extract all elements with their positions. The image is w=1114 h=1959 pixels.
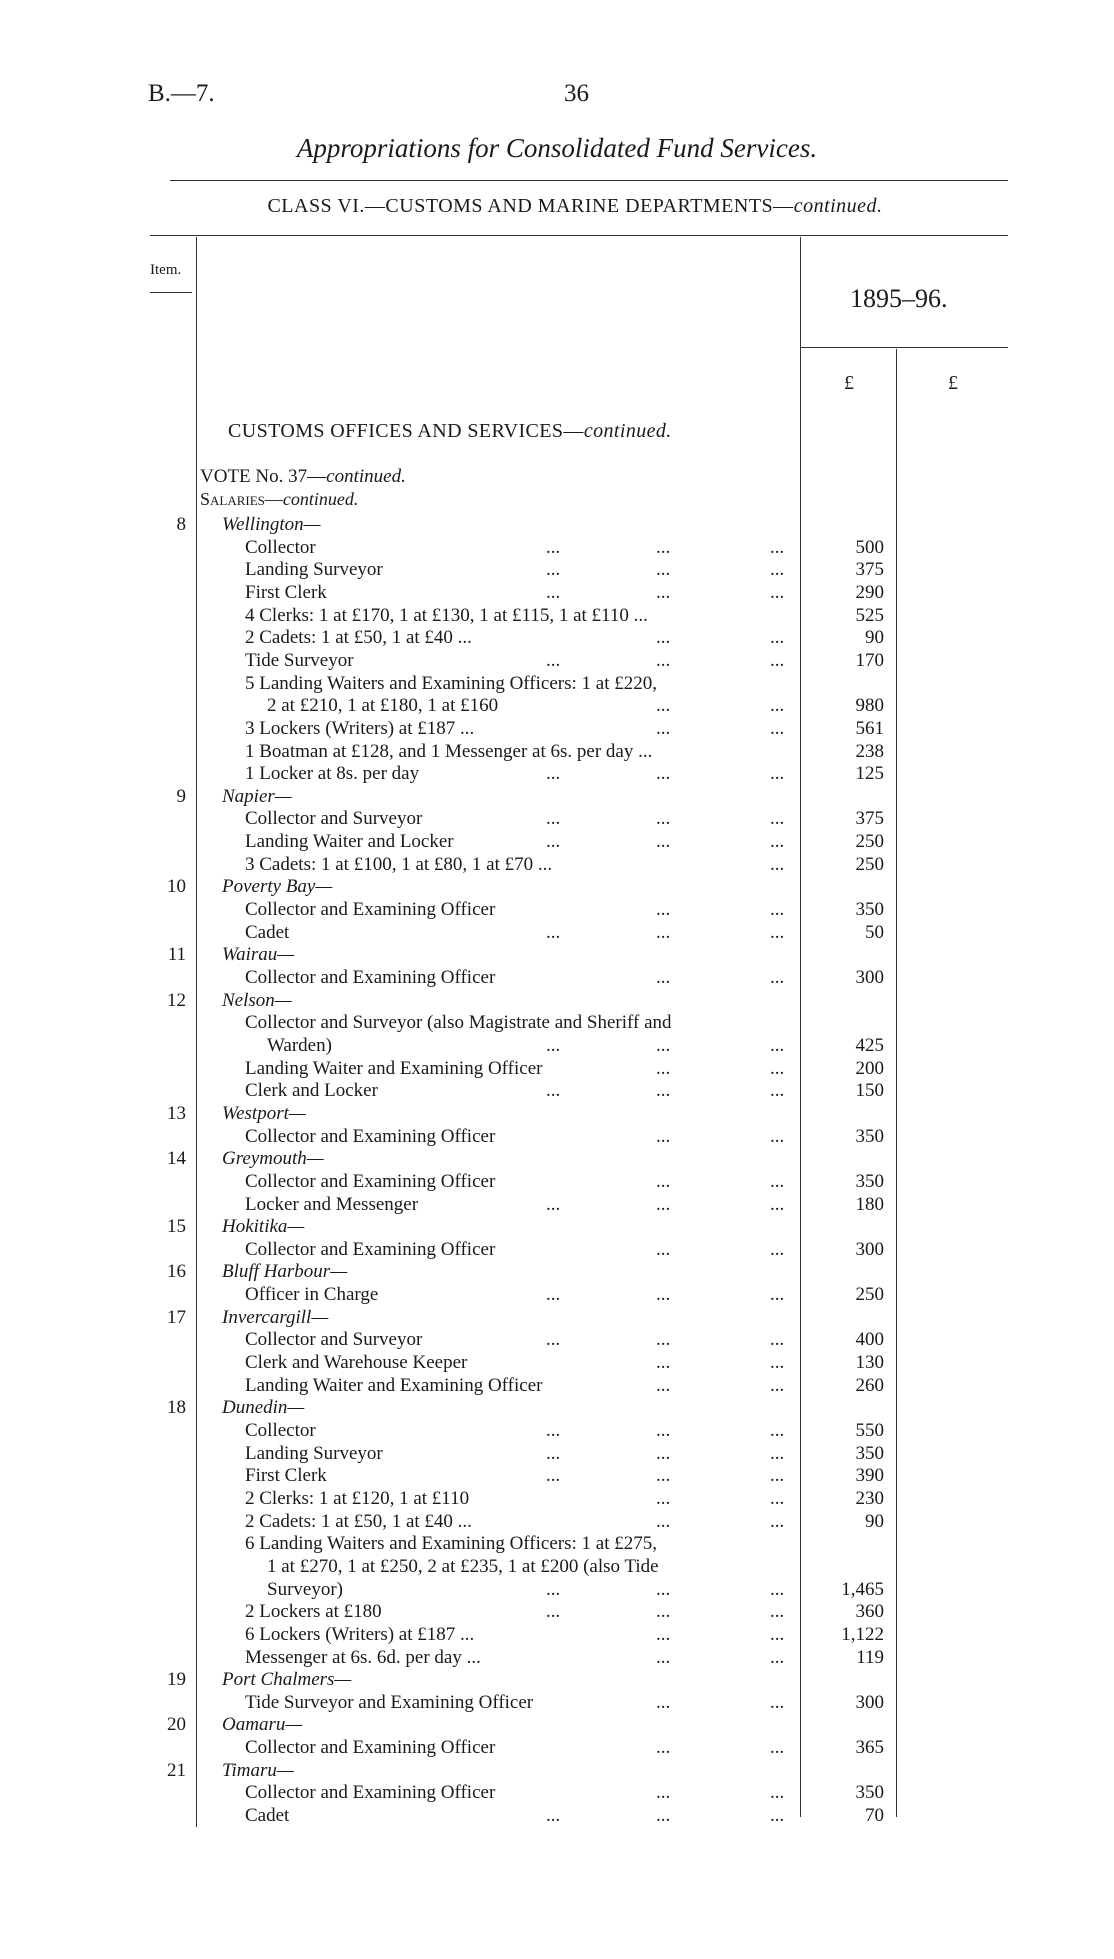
- table-row: [0, 673, 1114, 695]
- leader-dots: ...: [656, 899, 671, 921]
- vote-heading: [200, 466, 406, 488]
- amount-cell: 561: [855, 717, 884, 739]
- line-description: 2 at £210, 1 at £180, 1 at £160: [267, 695, 499, 717]
- leader-dots: ...: [770, 1691, 785, 1713]
- line-description: First Clerk: [245, 581, 327, 603]
- leader-dots: ...: [546, 1805, 561, 1827]
- leader-dots: ...: [546, 1193, 561, 1215]
- leader-dots: ...: [656, 1646, 671, 1668]
- year-header: 1895–96.: [850, 284, 948, 313]
- pound-header-2: £: [948, 372, 958, 394]
- leader-dots: ...: [656, 1057, 671, 1079]
- amount-cell: 375: [855, 559, 884, 581]
- line-description: 2 Clerks: 1 at £120, 1 at £110: [245, 1487, 470, 1509]
- leader-dots: ...: [770, 763, 785, 785]
- leader-dots: ...: [770, 559, 785, 581]
- item-number: 14: [167, 1148, 186, 1170]
- amount-cell: 350: [855, 1782, 884, 1804]
- table-row: [0, 582, 1114, 604]
- amount-cell: 250: [855, 853, 884, 875]
- table-row: [0, 1443, 1114, 1465]
- line-description: Warden): [267, 1034, 332, 1056]
- office-heading: Invercargill—: [222, 1306, 329, 1328]
- salaries-heading-continued: continued.: [282, 489, 359, 509]
- table-row: [0, 1284, 1114, 1306]
- table-row: [0, 1375, 1114, 1397]
- table-row: [0, 1556, 1114, 1578]
- leader-dots: ...: [770, 717, 785, 739]
- leader-dots: ...: [770, 536, 785, 558]
- table-row: [0, 1669, 1114, 1691]
- table-row: [0, 627, 1114, 649]
- amount-cell: 300: [855, 1238, 884, 1260]
- leader-dots: ...: [546, 1420, 561, 1441]
- amount-cell: 400: [855, 1329, 884, 1351]
- table-row: [0, 605, 1114, 627]
- line-description: Landing Waiter and Locker: [245, 831, 454, 853]
- item-header-rule: [150, 292, 192, 293]
- table-row: [0, 559, 1114, 581]
- leader-dots: ...: [546, 921, 561, 943]
- amount-cell: 365: [855, 1737, 884, 1759]
- table-row: [0, 854, 1114, 876]
- amount-cell: 375: [855, 808, 884, 830]
- leader-dots: ...: [546, 1329, 561, 1351]
- class-heading: [150, 195, 1000, 218]
- line-description: Collector and Examining Officer: [245, 1125, 496, 1147]
- table-row: [0, 808, 1114, 830]
- line-description: Collector: [245, 536, 316, 558]
- leader-dots: ...: [656, 1080, 671, 1102]
- table-row: [0, 1465, 1114, 1487]
- line-description: 4 Clerks: 1 at £170, 1 at £130, 1 at £115, 1 at £110 ...: [245, 604, 648, 626]
- leader-dots: ...: [770, 1601, 785, 1623]
- line-description: Clerk and Warehouse Keeper: [245, 1352, 468, 1374]
- section-heading: [228, 420, 672, 443]
- leader-dots: ...: [770, 1487, 785, 1509]
- amount-cell: 260: [855, 1374, 884, 1396]
- table-row: [0, 1420, 1114, 1442]
- leader-dots: ...: [656, 1374, 671, 1396]
- leader-dots: ...: [656, 1329, 671, 1351]
- line-description: Collector and Examining Officer: [245, 1782, 496, 1804]
- leader-dots: ...: [546, 1578, 561, 1600]
- table-row: [0, 1624, 1114, 1646]
- amount-cell: 500: [855, 536, 884, 558]
- leader-dots: ...: [656, 717, 671, 739]
- line-description: Landing Surveyor: [245, 559, 383, 581]
- leader-dots: ...: [656, 1691, 671, 1713]
- table-row: [0, 1261, 1114, 1283]
- office-heading: Napier—: [222, 785, 292, 807]
- item-number: 17: [167, 1306, 186, 1328]
- table-row: [0, 1080, 1114, 1102]
- leader-dots: ...: [656, 581, 671, 603]
- item-number: 20: [167, 1714, 186, 1736]
- table-row: [0, 1012, 1114, 1034]
- leader-dots: ...: [546, 808, 561, 830]
- leader-dots: ...: [770, 1465, 785, 1487]
- leader-dots: ...: [546, 831, 561, 853]
- line-description: Collector and Examining Officer: [245, 899, 496, 921]
- line-description: Landing Surveyor: [245, 1442, 383, 1464]
- leader-dots: ...: [656, 1805, 671, 1827]
- amount-cell: 425: [855, 1034, 884, 1056]
- section-heading-continued: continued.: [583, 420, 672, 442]
- line-description: Locker and Messenger: [245, 1193, 419, 1215]
- leader-dots: ...: [770, 1284, 785, 1306]
- leader-dots: ...: [656, 831, 671, 853]
- table-row: [0, 1103, 1114, 1125]
- table-row: [0, 1126, 1114, 1148]
- table-row: [0, 990, 1114, 1012]
- item-number: 12: [167, 989, 186, 1011]
- leader-dots: ...: [770, 899, 785, 921]
- office-heading: Hokitika—: [222, 1216, 305, 1238]
- line-description: Collector: [245, 1420, 316, 1441]
- line-description: 3 Lockers (Writers) at £187 ...: [245, 717, 475, 739]
- leader-dots: ...: [546, 1465, 561, 1487]
- table-row: [0, 899, 1114, 921]
- vote-heading-text: VOTE No. 37—: [200, 466, 327, 487]
- line-description: Surveyor): [267, 1578, 343, 1600]
- leader-dots: ...: [770, 1329, 785, 1351]
- line-description: 2 Cadets: 1 at £50, 1 at £40 ...: [245, 1510, 472, 1532]
- leader-dots: ...: [770, 1057, 785, 1079]
- table-row: [0, 786, 1114, 808]
- amount-cell: 250: [855, 831, 884, 853]
- leader-dots: ...: [770, 1578, 785, 1600]
- leader-dots: ...: [770, 1623, 785, 1645]
- table-row: [0, 831, 1114, 853]
- leader-dots: ...: [656, 1034, 671, 1056]
- line-description: Landing Waiter and Examining Officer: [245, 1057, 543, 1079]
- leader-dots: ...: [656, 649, 671, 671]
- line-description: Collector and Surveyor: [245, 1329, 423, 1351]
- leader-dots: ...: [656, 1125, 671, 1147]
- line-description: 6 Lockers (Writers) at £187 ...: [245, 1623, 475, 1645]
- table-row: [0, 967, 1114, 989]
- item-column-header: Item.: [150, 262, 182, 278]
- line-description: Clerk and Locker: [245, 1080, 378, 1102]
- amount-cell: 130: [855, 1352, 884, 1374]
- office-heading: Poverty Bay—: [222, 876, 333, 898]
- line-description: 6 Landing Waiters and Examining Officers: 1 at £275,: [245, 1533, 657, 1555]
- leader-dots: ...: [770, 831, 785, 853]
- table-row: [0, 1171, 1114, 1193]
- leader-dots: ...: [656, 967, 671, 988]
- leader-dots: ...: [770, 1737, 785, 1759]
- vote-heading-continued: continued.: [326, 466, 406, 487]
- table-row: [0, 876, 1114, 898]
- amount-cell: 90: [865, 627, 884, 649]
- table-row: [0, 537, 1114, 559]
- line-description: Collector and Examining Officer: [245, 967, 496, 988]
- amount-cell: 50: [865, 921, 884, 943]
- document-reference: B.—7.: [148, 80, 215, 107]
- leader-dots: ...: [656, 1578, 671, 1600]
- year-header-rule: [800, 347, 1008, 348]
- line-description: Tide Surveyor: [245, 649, 354, 671]
- table-row: [0, 944, 1114, 966]
- line-description: Collector and Examining Officer: [245, 1737, 496, 1759]
- leader-dots: ...: [770, 1170, 785, 1192]
- amount-cell: 350: [855, 899, 884, 921]
- line-description: Messenger at 6s. 6d. per day ...: [245, 1646, 481, 1668]
- leader-dots: ...: [656, 1420, 671, 1441]
- leader-dots: ...: [770, 921, 785, 943]
- table-row: [0, 1692, 1114, 1714]
- table-row: [0, 741, 1114, 763]
- leader-dots: ...: [546, 1442, 561, 1464]
- leader-dots: ...: [656, 695, 671, 717]
- title-rule: [170, 180, 1008, 181]
- leader-dots: ...: [546, 763, 561, 785]
- item-number: 21: [167, 1759, 186, 1781]
- leader-dots: ...: [770, 1374, 785, 1396]
- table-row: [0, 1714, 1114, 1736]
- leader-dots: ...: [770, 1646, 785, 1668]
- leader-dots: ...: [656, 1782, 671, 1804]
- leader-dots: ...: [656, 559, 671, 581]
- leader-dots: ...: [770, 1238, 785, 1260]
- line-description: Collector and Surveyor (also Magistrate and Sheriff and: [245, 1012, 672, 1034]
- line-description: Landing Waiter and Examining Officer: [245, 1374, 543, 1396]
- page-number: 36: [564, 80, 589, 107]
- amount-cell: 980: [855, 695, 884, 717]
- table-row: [0, 1397, 1114, 1419]
- amount-cell: 290: [855, 581, 884, 603]
- leader-dots: ...: [656, 1170, 671, 1192]
- amount-cell: 525: [855, 604, 884, 626]
- leader-dots: ...: [770, 649, 785, 671]
- leader-dots: ...: [546, 581, 561, 603]
- item-number: 9: [176, 785, 186, 807]
- line-description: 3 Cadets: 1 at £100, 1 at £80, 1 at £70 ...: [245, 853, 553, 875]
- office-heading: Wairau—: [222, 944, 295, 966]
- leader-dots: ...: [770, 1420, 785, 1441]
- amount-cell: 200: [855, 1057, 884, 1079]
- amount-cell: 125: [855, 763, 884, 785]
- line-description: 5 Landing Waiters and Examining Officers: 1 at £220,: [245, 672, 657, 694]
- leader-dots: ...: [770, 695, 785, 717]
- amount-cell: 230: [855, 1487, 884, 1509]
- amount-cell: 170: [855, 649, 884, 671]
- item-number: 10: [167, 876, 186, 898]
- table-row: [0, 695, 1114, 717]
- line-description: Tide Surveyor and Examining Officer: [245, 1691, 534, 1713]
- amount-cell: 180: [855, 1193, 884, 1215]
- amount-cell: 238: [855, 740, 884, 762]
- line-description: First Clerk: [245, 1465, 327, 1487]
- line-description: Cadet: [245, 921, 290, 943]
- leader-dots: ...: [770, 808, 785, 830]
- table-row: [0, 514, 1114, 536]
- leader-dots: ...: [656, 1601, 671, 1623]
- leader-dots: ...: [656, 1487, 671, 1509]
- line-description: 1 Boatman at £128, and 1 Messenger at 6s. per day ...: [245, 740, 653, 762]
- amount-cell: 150: [855, 1080, 884, 1102]
- amount-cell: 550: [855, 1420, 884, 1441]
- amount-cell: 360: [855, 1601, 884, 1623]
- leader-dots: ...: [656, 763, 671, 785]
- leader-dots: ...: [656, 536, 671, 558]
- amount-cell: 350: [855, 1442, 884, 1464]
- table-row: [0, 1647, 1114, 1669]
- item-number: 15: [167, 1216, 186, 1238]
- office-heading: Nelson—: [222, 989, 292, 1011]
- office-heading: Timaru—: [222, 1759, 294, 1781]
- leader-dots: ...: [770, 1352, 785, 1374]
- office-heading: Greymouth—: [222, 1148, 324, 1170]
- amount-cell: 390: [855, 1465, 884, 1487]
- line-description: Collector and Examining Officer: [245, 1238, 496, 1260]
- leader-dots: ...: [656, 1193, 671, 1215]
- amount-cell: 350: [855, 1125, 884, 1147]
- table-row: [0, 1601, 1114, 1623]
- table-row: [0, 1737, 1114, 1759]
- table-row: [0, 763, 1114, 785]
- table-row: [0, 922, 1114, 944]
- table-row: [0, 718, 1114, 740]
- leader-dots: ...: [656, 808, 671, 830]
- table-row: [0, 1511, 1114, 1533]
- leader-dots: ...: [770, 1510, 785, 1532]
- item-number: 16: [167, 1261, 186, 1283]
- office-heading: Westport—: [222, 1102, 306, 1124]
- table-row: [0, 1239, 1114, 1261]
- amount-cell: 250: [855, 1284, 884, 1306]
- line-description: 1 Locker at 8s. per day: [245, 763, 420, 785]
- amount-cell: 90: [865, 1510, 884, 1532]
- leader-dots: ...: [656, 1737, 671, 1759]
- line-description: 2 Cadets: 1 at £50, 1 at £40 ...: [245, 627, 472, 649]
- pound-header-1: £: [844, 372, 854, 394]
- table-row: [0, 1805, 1114, 1827]
- leader-dots: ...: [546, 536, 561, 558]
- leader-dots: ...: [770, 1125, 785, 1147]
- amount-cell: 300: [855, 967, 884, 988]
- leader-dots: ...: [656, 921, 671, 943]
- table-row: [0, 1216, 1114, 1238]
- line-description: Cadet: [245, 1805, 290, 1827]
- leader-dots: ...: [656, 1238, 671, 1260]
- table-row: [0, 1488, 1114, 1510]
- leader-dots: ...: [656, 1510, 671, 1532]
- leader-dots: ...: [656, 1442, 671, 1464]
- table-row: [0, 1760, 1114, 1782]
- table-row: [0, 1533, 1114, 1555]
- line-description: 2 Lockers at £180: [245, 1601, 382, 1623]
- table-row: [0, 1035, 1114, 1057]
- leader-dots: ...: [656, 1352, 671, 1374]
- amount-cell: 1,122: [841, 1623, 884, 1645]
- table-row: [0, 1579, 1114, 1601]
- leader-dots: ...: [656, 1284, 671, 1306]
- leader-dots: ...: [546, 1034, 561, 1056]
- leader-dots: ...: [546, 559, 561, 581]
- line-description: Collector and Surveyor: [245, 808, 423, 830]
- table-top-rule: [150, 235, 1008, 236]
- leader-dots: ...: [770, 627, 785, 649]
- leader-dots: ...: [770, 1805, 785, 1827]
- item-number: 8: [176, 514, 186, 535]
- office-heading: Oamaru—: [222, 1714, 303, 1736]
- table-row: [0, 1307, 1114, 1329]
- leader-dots: ...: [546, 1601, 561, 1623]
- page-title: Appropriations for Consolidated Fund Services.: [296, 133, 818, 163]
- item-number: 11: [167, 944, 186, 966]
- leader-dots: ...: [770, 1782, 785, 1804]
- table-row: [0, 1352, 1114, 1374]
- amount-cell: 350: [855, 1170, 884, 1192]
- table-row: [0, 1148, 1114, 1170]
- leader-dots: ...: [770, 853, 785, 875]
- amount-cell: 119: [856, 1646, 884, 1668]
- amount-cell: 70: [865, 1805, 884, 1827]
- table-row: [0, 1194, 1114, 1216]
- amount-cell: 1,465: [841, 1578, 884, 1600]
- leader-dots: ...: [770, 967, 785, 988]
- line-description: 1 at £270, 1 at £250, 2 at £235, 1 at £200 (also Tide: [267, 1555, 659, 1577]
- class-heading-continued: continued.: [793, 195, 883, 217]
- item-number: 13: [167, 1102, 186, 1124]
- line-description: Collector and Examining Officer: [245, 1170, 496, 1192]
- leader-dots: ...: [770, 1080, 785, 1102]
- leader-dots: ...: [770, 1034, 785, 1056]
- leader-dots: ...: [656, 1623, 671, 1645]
- office-heading: Dunedin—: [222, 1397, 305, 1419]
- office-heading: Bluff Harbour—: [222, 1261, 348, 1283]
- amount-cell: 300: [855, 1691, 884, 1713]
- item-number: 19: [167, 1669, 186, 1691]
- table-row: [0, 1058, 1114, 1080]
- leader-dots: ...: [546, 649, 561, 671]
- leader-dots: ...: [770, 1193, 785, 1215]
- office-heading: Wellington—: [222, 514, 321, 535]
- leader-dots: ...: [770, 1442, 785, 1464]
- section-heading-text: CUSTOMS OFFICES AND SERVICES—: [228, 420, 584, 442]
- leader-dots: ...: [770, 581, 785, 603]
- item-number: 18: [167, 1397, 186, 1419]
- table-row: [0, 650, 1114, 672]
- salaries-heading: [200, 489, 358, 510]
- class-heading-text: CLASS VI.—CUSTOMS AND MARINE DEPARTMENTS—: [267, 195, 794, 217]
- line-description: Officer in Charge: [245, 1284, 379, 1306]
- leader-dots: ...: [656, 627, 671, 649]
- office-heading: Port Chalmers—: [222, 1669, 352, 1691]
- leader-dots: ...: [656, 1465, 671, 1487]
- salaries-heading-text: Salaries—: [200, 489, 283, 509]
- leader-dots: ...: [546, 1284, 561, 1306]
- leader-dots: ...: [546, 1080, 561, 1102]
- table-row: [0, 1782, 1114, 1804]
- table-row: [0, 1329, 1114, 1351]
